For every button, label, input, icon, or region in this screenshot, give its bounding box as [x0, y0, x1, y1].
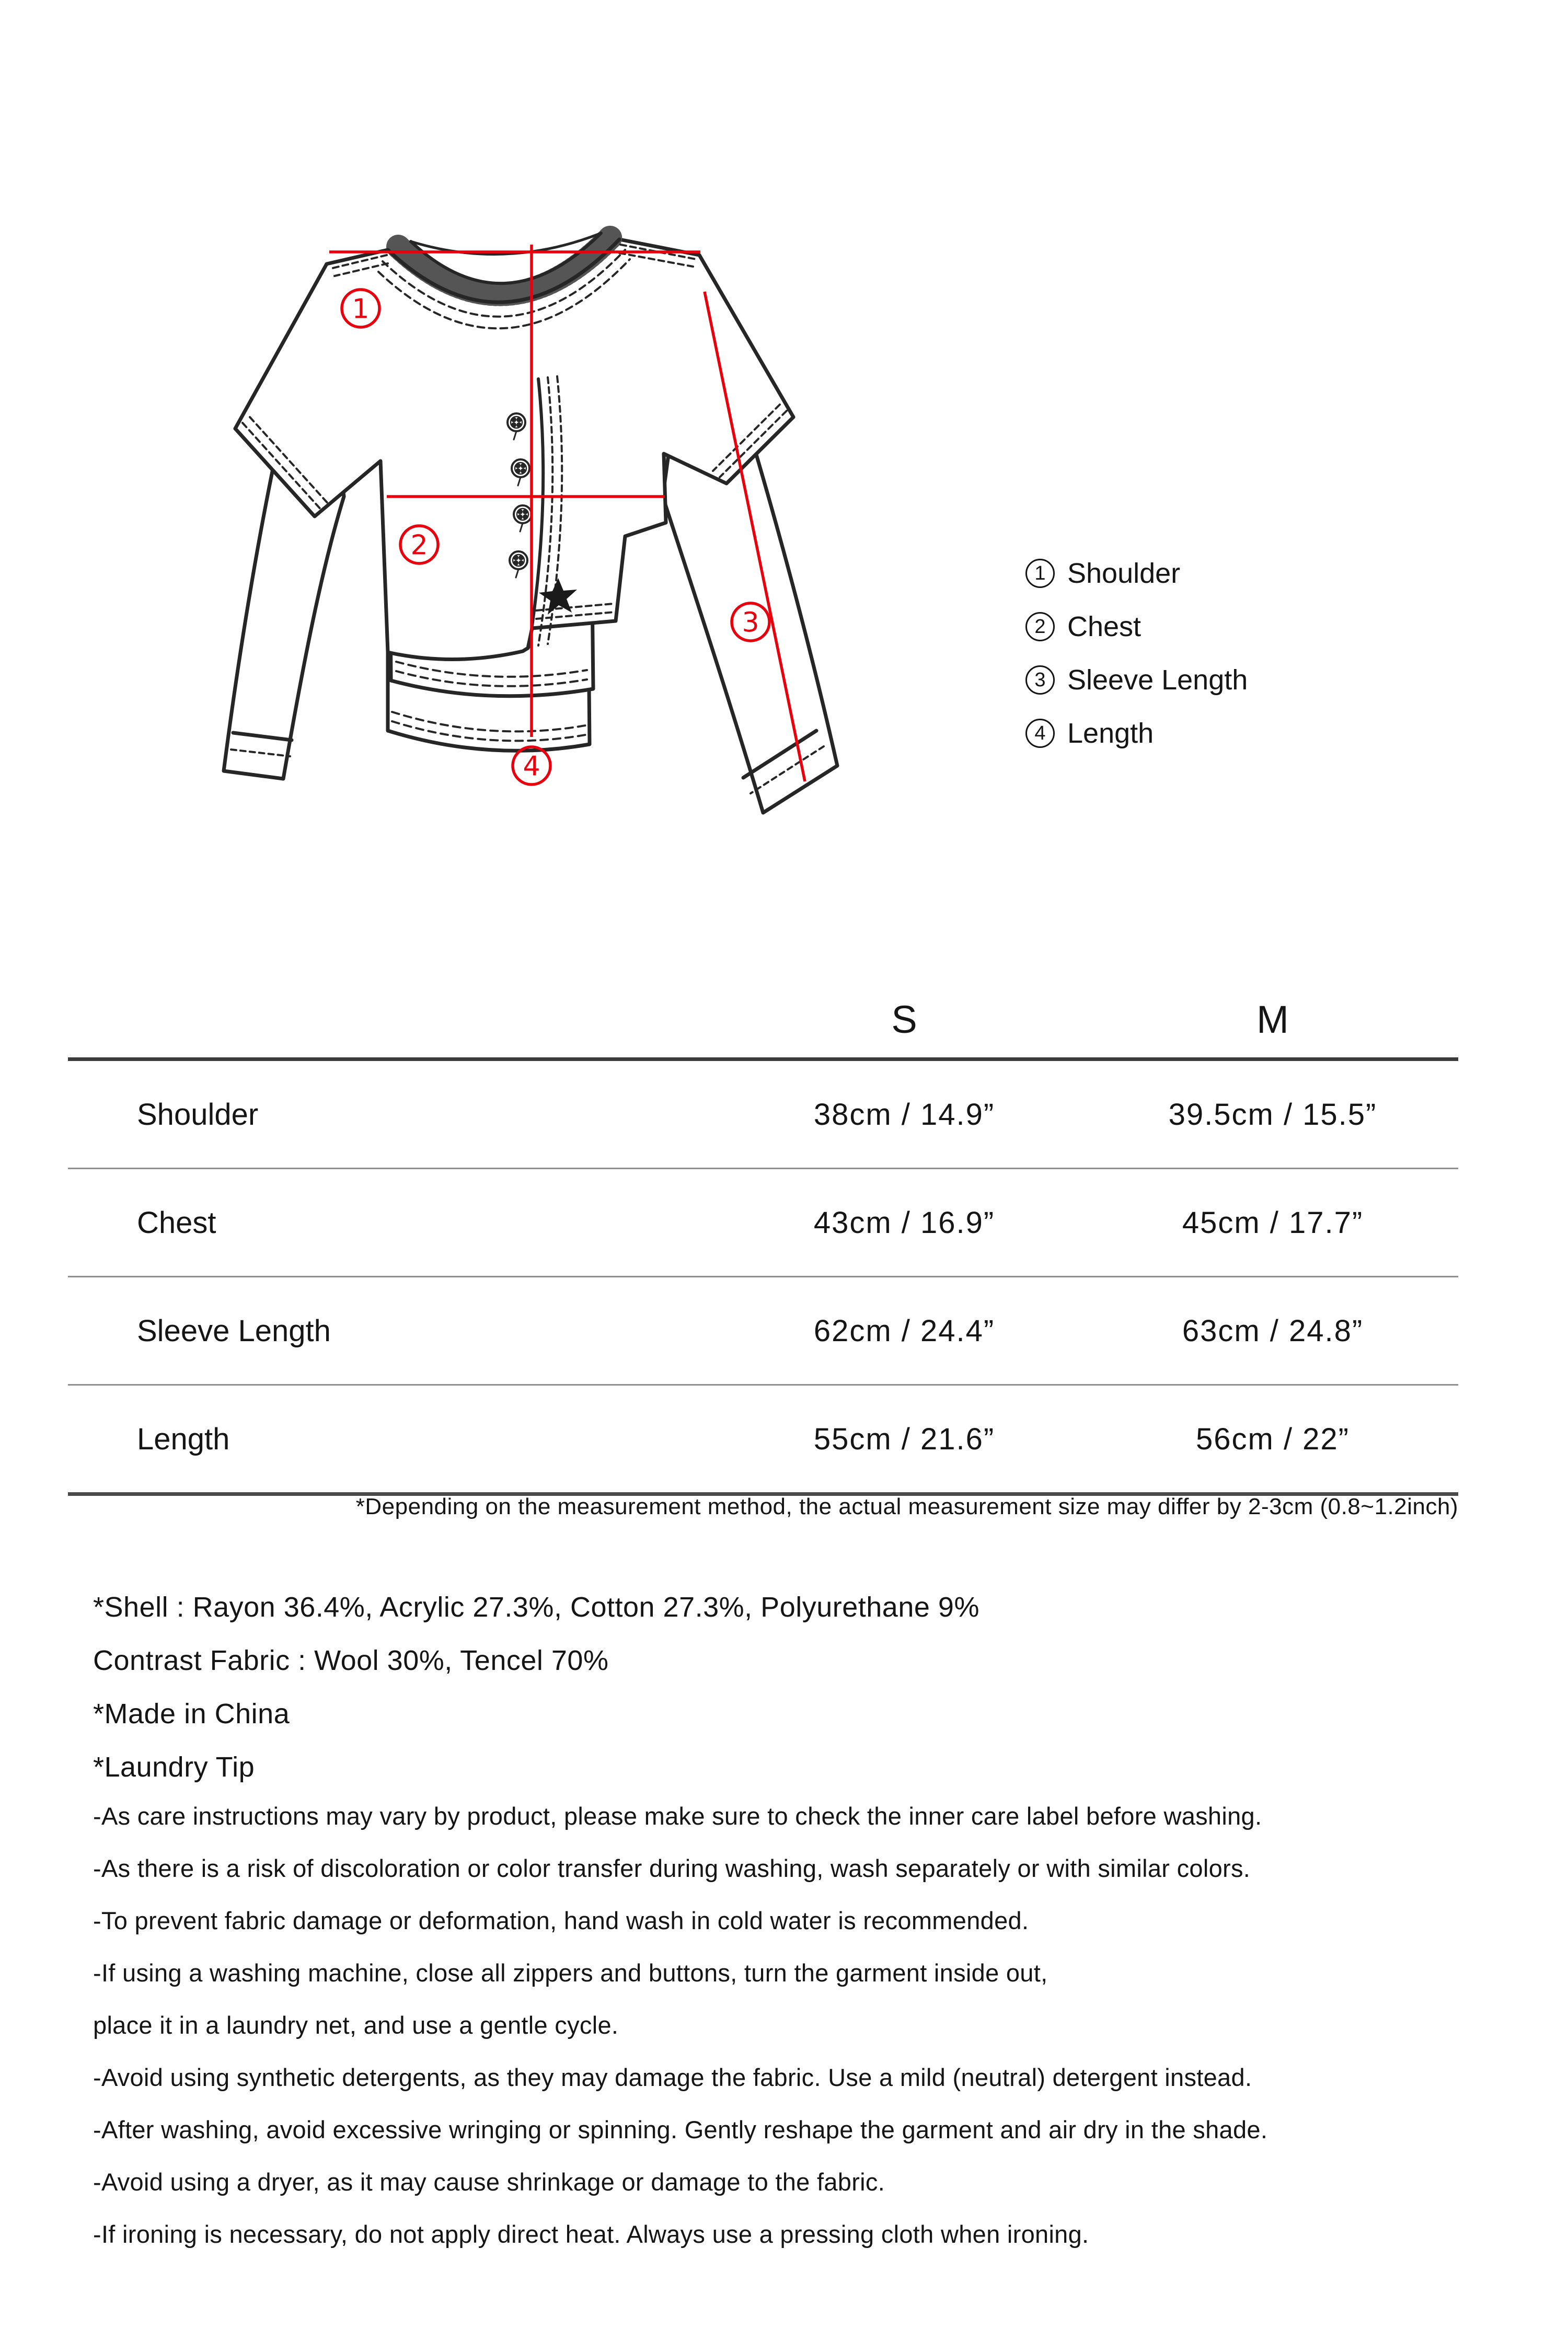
laundry-tip-heading: *Laundry Tip — [93, 1751, 255, 1783]
table-row-length — [68, 1386, 1458, 1496]
legend-item-length — [1025, 707, 1248, 760]
svg-text:4: 4 — [523, 751, 540, 782]
circled-number-icon: 4 — [1025, 719, 1055, 748]
legend-label: Shoulder — [1067, 558, 1181, 589]
row-label: Shoulder — [137, 1097, 259, 1132]
contrast-fabric-composition: Contrast Fabric : Wool 30%, Tencel 70% — [93, 1645, 609, 1676]
value-s: 43cm / 16.9” — [813, 1205, 995, 1240]
legend-item-sleeve-length — [1025, 653, 1248, 707]
value-s: 55cm / 21.6” — [813, 1422, 995, 1456]
table-row-chest — [68, 1169, 1458, 1277]
row-label: Chest — [137, 1205, 216, 1240]
legend-item-chest — [1025, 600, 1248, 653]
value-m: 56cm / 22” — [1196, 1422, 1350, 1456]
legend-item-shoulder — [1025, 547, 1248, 600]
column-header-m: M — [1256, 998, 1289, 1041]
size-table — [68, 982, 1458, 1496]
row-label: Length — [137, 1422, 230, 1456]
circled-number-icon: 3 — [1025, 665, 1055, 695]
laundry-tip: place it in a laundry net, and use a gentle cycle. — [93, 2011, 619, 2039]
svg-text:3: 3 — [742, 607, 759, 639]
legend-label: Chest — [1067, 611, 1142, 642]
value-m: 63cm / 24.8” — [1182, 1313, 1364, 1348]
legend-label: Sleeve Length — [1067, 664, 1248, 696]
laundry-tip: -As care instructions may vary by product, please make sure to check the inner care label before washing. — [93, 1802, 1262, 1830]
value-s: 38cm / 14.9” — [813, 1097, 995, 1132]
measurement-disclaimer: *Depending on the measurement method, the actual measurement size may differ by 2-3cm (0.8~1.2inch) — [355, 1494, 1458, 1519]
garment-measurement-diagram — [204, 204, 852, 857]
measurement-legend — [1025, 547, 1248, 760]
table-row-shoulder — [68, 1061, 1458, 1169]
laundry-tip: -After washing, avoid excessive wringing or spinning. Gently reshape the garment and air dry in the shade. — [93, 2115, 1268, 2143]
value-s: 62cm / 24.4” — [813, 1313, 995, 1348]
circled-number-icon: 2 — [1025, 612, 1055, 641]
laundry-tip: -If ironing is necessary, do not apply direct heat. Always use a pressing cloth when ironing. — [93, 2220, 1089, 2248]
legend-label: Length — [1067, 718, 1154, 749]
row-label: Sleeve Length — [137, 1313, 331, 1348]
value-m: 39.5cm / 15.5” — [1168, 1097, 1377, 1132]
callout-4 — [513, 747, 550, 785]
laundry-tip: -If using a washing machine, close all zippers and buttons, turn the garment inside out, — [93, 1958, 1048, 1987]
svg-text:2: 2 — [410, 529, 428, 561]
shell-composition: *Shell : Rayon 36.4%, Acrylic 27.3%, Cotton 27.3%, Polyurethane 9% — [93, 1592, 979, 1623]
product-info — [93, 1581, 979, 1794]
size-table-header — [68, 982, 1458, 1061]
laundry-tip: -To prevent fabric damage or deformation, hand wash in cold water is recommended. — [93, 1906, 1029, 1934]
value-m: 45cm / 17.7” — [1182, 1205, 1364, 1240]
table-row-sleeve-length — [68, 1277, 1458, 1386]
made-in: *Made in China — [93, 1698, 290, 1730]
laundry-tip: -As there is a risk of discoloration or color transfer during washing, wash separately or with similar colors. — [93, 1854, 1251, 1882]
laundry-tip: -Avoid using synthetic detergents, as they may damage the fabric. Use a mild (neutral) detergent instead. — [93, 2063, 1252, 2091]
laundry-tip: -Avoid using a dryer, as it may cause shrinkage or damage to the fabric. — [93, 2167, 885, 2196]
circled-number-icon: 1 — [1025, 559, 1055, 588]
svg-text:1: 1 — [352, 293, 370, 325]
column-header-s: S — [891, 998, 917, 1041]
laundry-tips — [93, 1790, 1267, 2260]
